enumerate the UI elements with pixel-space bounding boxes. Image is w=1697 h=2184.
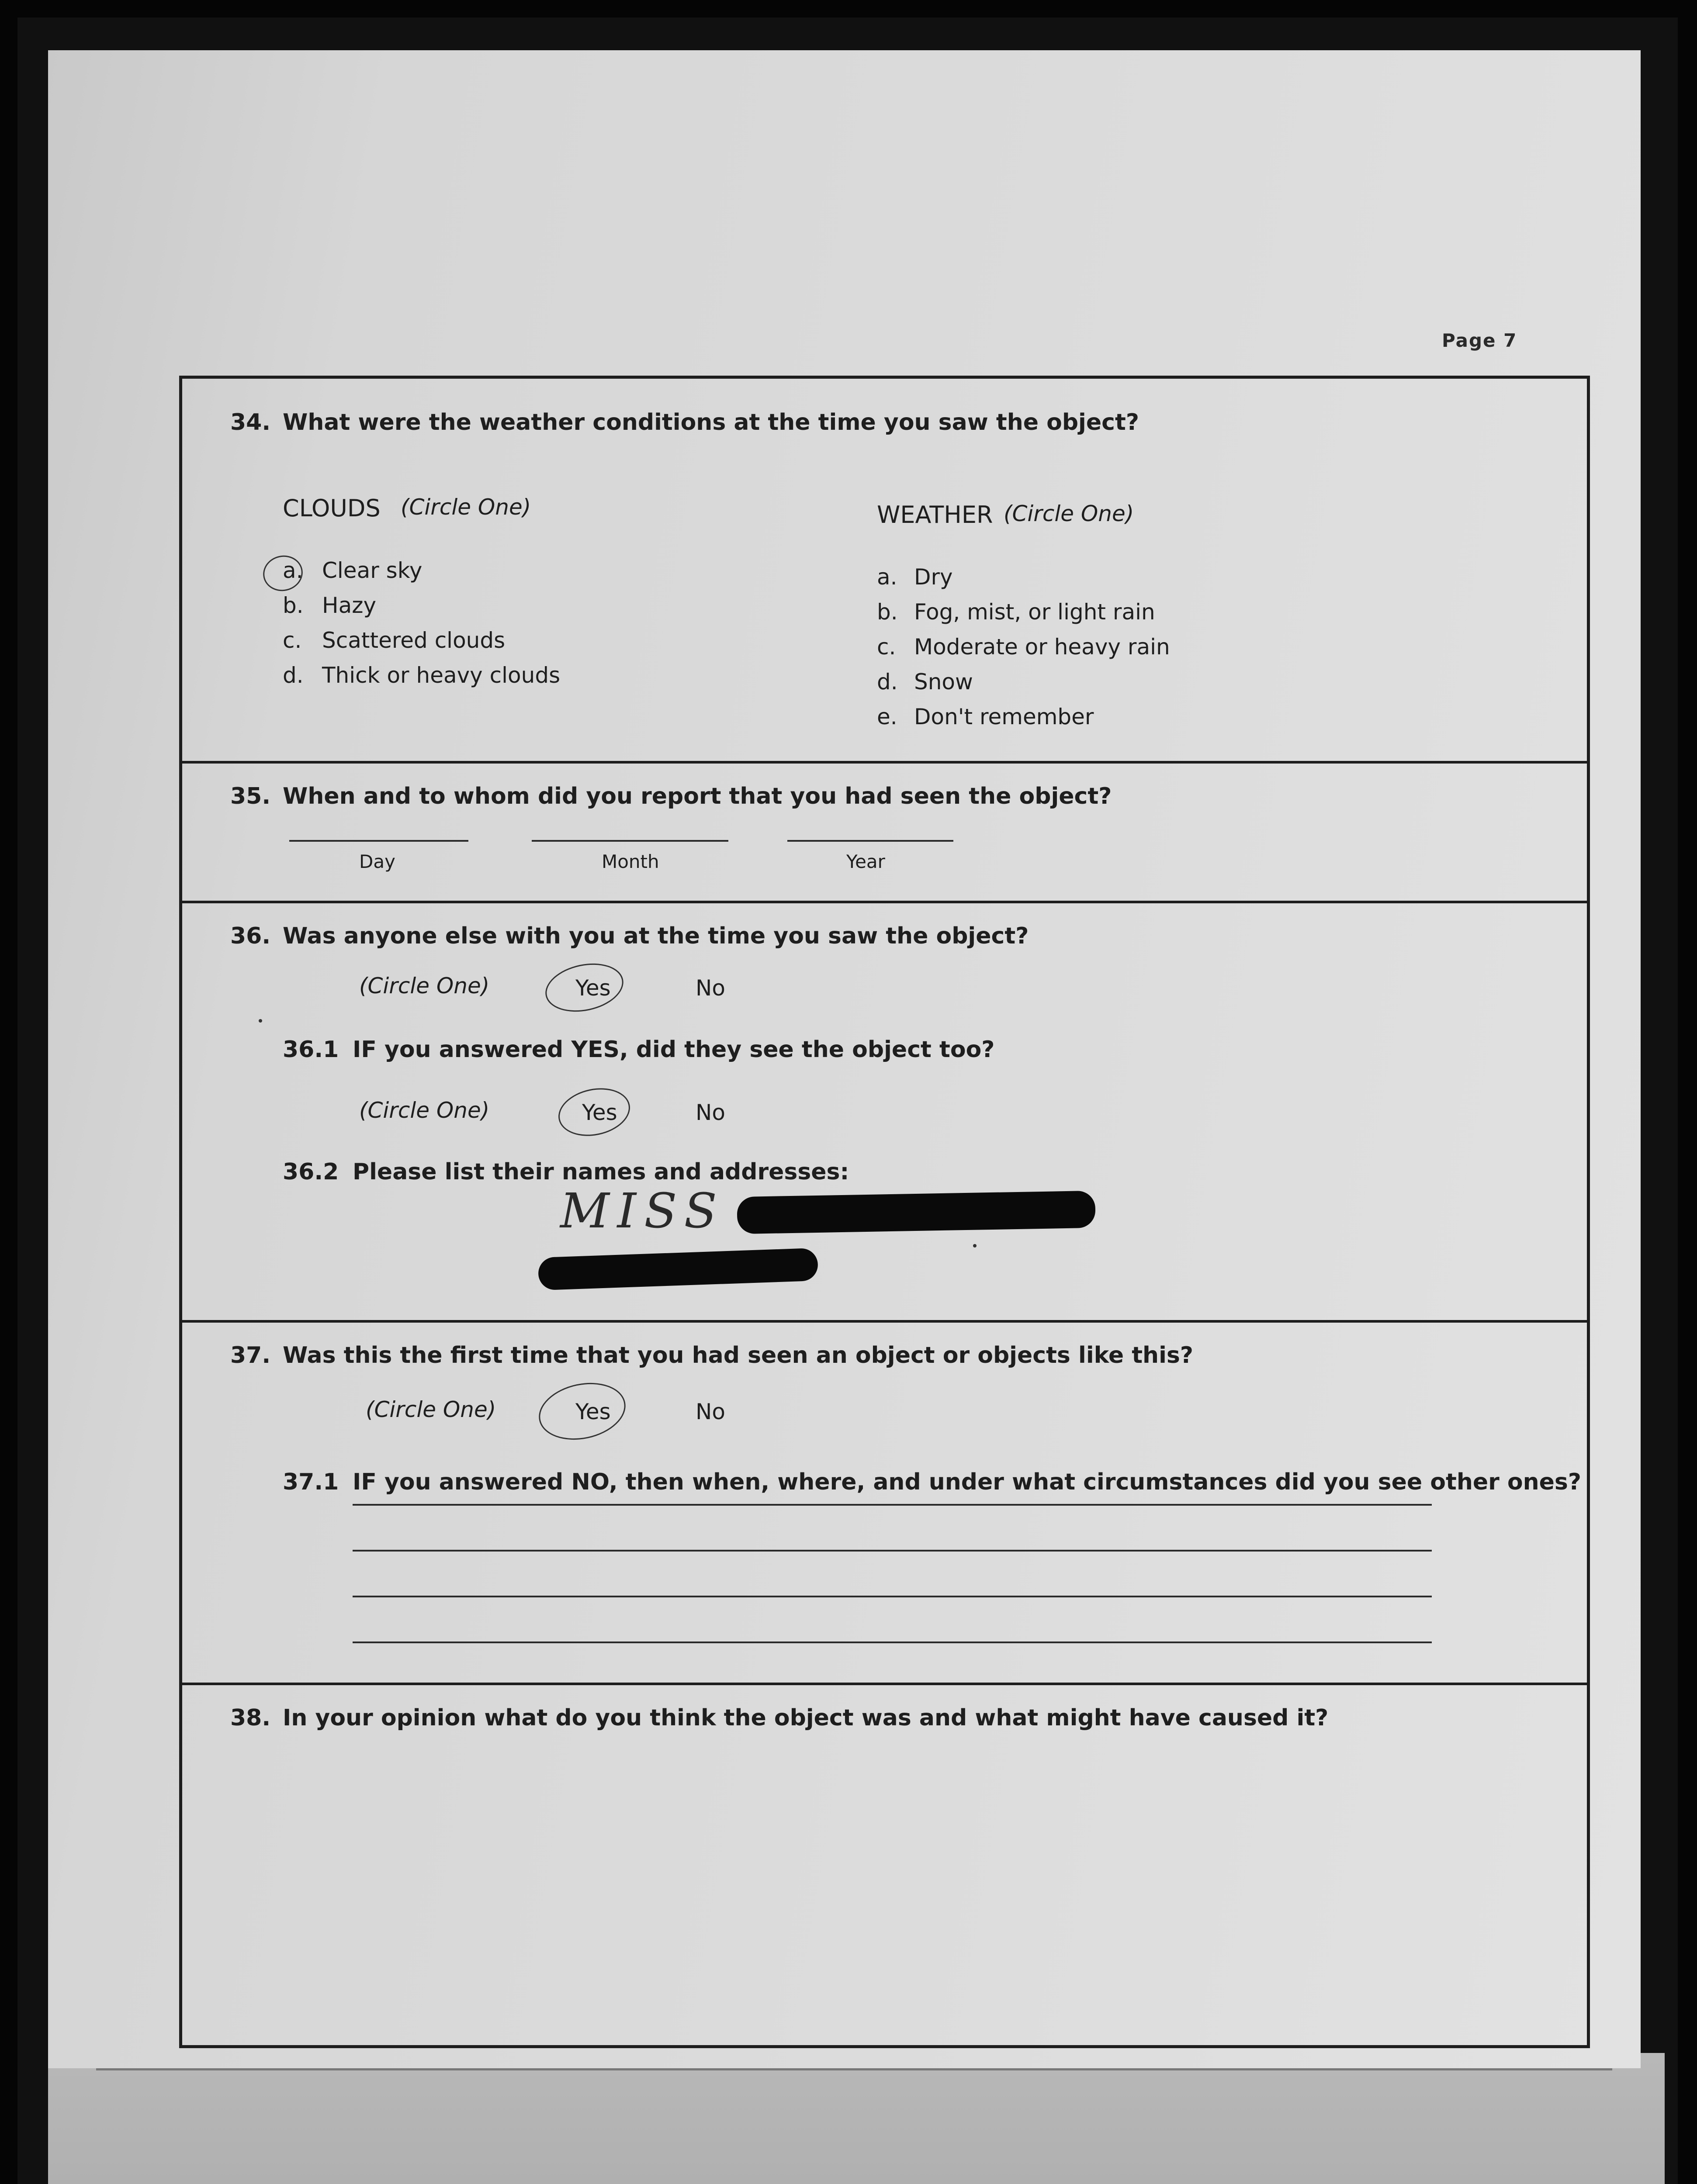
circle-one-hint: (Circle One): [359, 973, 490, 999]
day-field[interactable]: [289, 840, 468, 842]
handwritten-name: MISS: [560, 1183, 725, 1239]
questionnaire-form: [179, 376, 1590, 2048]
question-34-number: 34.: [230, 409, 271, 435]
question-37-number: 37.: [230, 1342, 271, 1368]
question-36-2-number: 36.2: [283, 1159, 339, 1185]
option-letter: b.: [877, 599, 898, 625]
question-36-text: Was anyone else with you at the time you saw the object?: [283, 923, 1029, 949]
stray-mark: [259, 1019, 262, 1023]
question-36-1-number: 36.1: [283, 1037, 339, 1063]
option-letter: d.: [877, 669, 898, 695]
option-letter: c.: [283, 628, 302, 653]
option-letter: d.: [283, 663, 304, 688]
page-number: Page 7: [1442, 330, 1517, 351]
question-36-2-text: Please list their names and addresses:: [353, 1159, 849, 1185]
option-letter: a.: [877, 564, 897, 590]
day-label: Day: [359, 851, 395, 872]
question-35-section: [182, 761, 1587, 903]
question-37-section: [182, 1320, 1587, 1685]
option-label: Hazy: [322, 593, 377, 618]
stray-mark: [973, 1244, 977, 1248]
option-label: Snow: [914, 669, 973, 695]
answer-line[interactable]: [353, 1550, 1432, 1552]
option-letter: c.: [877, 634, 896, 660]
clouds-heading: CLOUDS: [283, 494, 381, 522]
redaction-bar: [538, 1248, 818, 1290]
option-label: Moderate or heavy rain: [914, 634, 1170, 660]
question-34-section: [182, 379, 1587, 761]
scanner-bed-area: [48, 2053, 1665, 2184]
weather-hint: (Circle One): [1004, 501, 1134, 526]
question-38-section: [182, 1683, 1587, 2048]
weather-heading: WEATHER: [877, 501, 993, 529]
option-letter: b.: [283, 593, 304, 618]
option-label: Thick or heavy clouds: [322, 663, 561, 688]
question-35-text: When and to whom did you report that you had seen the object?: [283, 783, 1112, 809]
form-page: [48, 50, 1641, 2068]
option-letter: e.: [877, 704, 897, 729]
question-36-1-text: IF you answered YES, did they see the object too?: [353, 1037, 995, 1063]
yes-option[interactable]: Yes: [582, 1100, 617, 1125]
question-37-1-text: IF you answered NO, then when, where, and under what circumstances did you see other ones?: [353, 1469, 1581, 1495]
question-36-number: 36.: [230, 923, 271, 949]
year-label: Year: [846, 851, 885, 872]
option-label: Scattered clouds: [322, 628, 506, 653]
question-38-answer-area[interactable]: [230, 1751, 1519, 2022]
question-38-text: In your opinion what do you think the object was and what might have caused it?: [283, 1705, 1329, 1731]
question-37-text: Was this the first time that you had seen an object or objects like this?: [283, 1342, 1194, 1368]
answer-line[interactable]: [353, 1504, 1432, 1506]
yes-option[interactable]: Yes: [575, 975, 611, 1001]
yes-option[interactable]: Yes: [575, 1399, 611, 1424]
question-36-section: [182, 901, 1587, 1323]
option-label: Don't remember: [914, 704, 1094, 729]
option-label: Fog, mist, or light rain: [914, 599, 1155, 625]
question-34-text: What were the weather conditions at the time you saw the object?: [283, 409, 1139, 435]
month-field[interactable]: [532, 840, 728, 842]
no-option[interactable]: No: [696, 1100, 725, 1125]
year-field[interactable]: [787, 840, 953, 842]
month-label: Month: [602, 851, 659, 872]
clouds-hint: (Circle One): [401, 494, 531, 520]
no-option[interactable]: No: [696, 975, 725, 1001]
option-label: Dry: [914, 564, 953, 590]
redaction-bar: [737, 1191, 1095, 1234]
question-38-number: 38.: [230, 1705, 271, 1731]
answer-line[interactable]: [353, 1641, 1432, 1643]
no-option[interactable]: No: [696, 1399, 725, 1424]
circle-one-hint: (Circle One): [366, 1397, 496, 1422]
circle-one-hint: (Circle One): [359, 1098, 490, 1123]
answer-line[interactable]: [353, 1596, 1432, 1597]
question-37-1-number: 37.1: [283, 1469, 339, 1495]
question-35-number: 35.: [230, 783, 271, 809]
option-letter: a.: [283, 558, 303, 583]
option-label: Clear sky: [322, 558, 423, 583]
